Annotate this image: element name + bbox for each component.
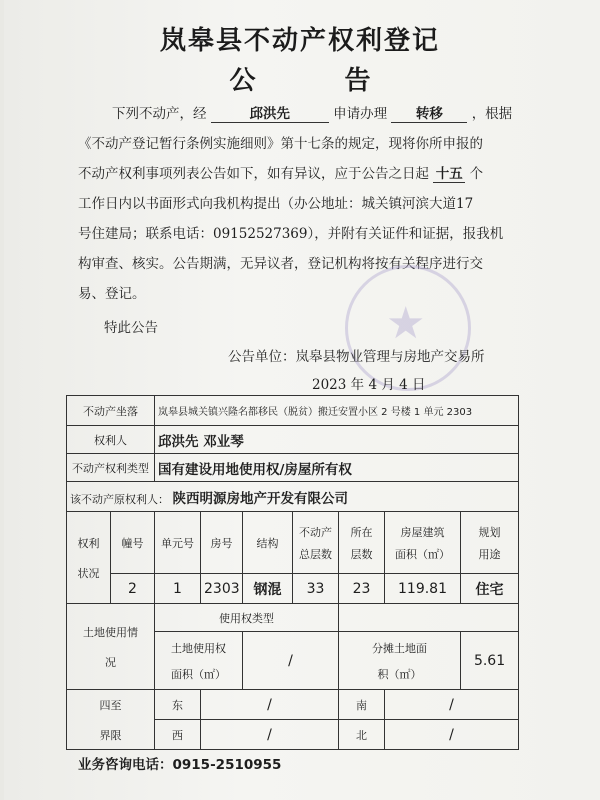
applicant-name: 邱洪先 [211, 102, 329, 123]
value-structure: 钢混 [243, 574, 293, 604]
value-unit: 1 [155, 574, 201, 604]
holder-value: 邱洪先 邓业琴 [155, 426, 519, 454]
business-type: 转移 [391, 102, 467, 123]
paragraph-line-4: 工作日内以书面形式向我机构提出（办公地址：城关镇河滨大道17 [78, 196, 474, 212]
value-building: 2 [111, 574, 155, 604]
east-label: 东 [155, 690, 201, 720]
value-room: 2303 [201, 574, 243, 604]
boundary-label: 四至 界限 [67, 690, 155, 750]
west-label: 西 [155, 720, 201, 750]
paragraph-line-2: 《不动产登记暂行条例实施细则》第十七条的规定，现将你所申报的 [78, 136, 483, 152]
paragraph-line-7: 易、登记。 [78, 286, 146, 302]
header-total-floors: 不动产 总层数 [293, 512, 339, 574]
location-value: 岚皋县城关镇兴隆名都移民（脱贫）搬迁安置小区 2 号楼 1 单元 2303 [155, 396, 519, 426]
issuer-name: 岚皋县物业管理与房地产交易所 [295, 349, 485, 365]
paragraph-line-6: 构审查、核实。公告期满，无异议者，登记机构将按有关程序进行交 [78, 256, 483, 272]
consult-phone: 业务咨询电话：0915-2510955 [78, 757, 282, 773]
notice-date: 2023 年 4 月 4 日 [312, 377, 426, 393]
right-status-label: 权利 状况 [67, 512, 111, 604]
paragraph-line-5: 号住建局；联系电话：09152527369），并附有关证件和证据，报我机 [78, 226, 504, 242]
land-area-label: 土地使用权 面积（㎡） [155, 632, 243, 690]
paragraph-line-3: 不动产权利事项列表公告如下，如有异议，应于公告之日起 十五 个 [78, 162, 483, 183]
property-info-table [66, 395, 519, 750]
header-building: 幢号 [111, 512, 155, 574]
south-label: 南 [339, 690, 385, 720]
header-structure: 结构 [243, 512, 293, 574]
north-label: 北 [339, 720, 385, 750]
header-unit: 单元号 [155, 512, 201, 574]
land-use-label: 土地使用情 况 [67, 604, 155, 690]
issuer-line: 公告单位：岚皋县物业管理与房地产交易所 [228, 349, 485, 365]
west-value: / [201, 720, 339, 750]
right-type-label: 不动产权利类型 [67, 454, 155, 482]
notice-subtitle: 公 告 [229, 66, 411, 96]
shared-area-label: 分摊土地面 积（㎡） [339, 632, 461, 690]
right-type-value: 国有建设用地使用权/房屋所有权 [155, 454, 519, 482]
south-value: / [385, 690, 519, 720]
holder-label: 权利人 [67, 426, 155, 454]
east-value: / [201, 690, 339, 720]
header-building-area: 房屋建筑 面积（㎡） [385, 512, 461, 574]
north-value: / [385, 720, 519, 750]
seal-star-icon: ★ [386, 298, 426, 349]
value-building-area: 119.81 [385, 574, 461, 604]
header-planned-use: 规划 用途 [461, 512, 519, 574]
value-total-floors: 33 [293, 574, 339, 604]
use-type-label: 使用权类型 [155, 604, 339, 632]
use-type-value [339, 604, 519, 632]
location-label: 不动产坐落 [67, 396, 155, 426]
value-planned-use: 住宅 [461, 574, 519, 604]
notice-title: 岚皋县不动产权利登记 [159, 26, 440, 56]
special-notice: 特此公告 [104, 320, 158, 336]
land-area-value: / [243, 632, 339, 690]
header-floor: 所在 层数 [339, 512, 385, 574]
header-room: 房号 [201, 512, 243, 574]
paragraph-line-1: 下列不动产，经 邱洪先 申请办理 转移 ，根据 [112, 102, 512, 123]
original-holder-row: 该不动产原权利人： 陕西明源房地产开发有限公司 [67, 482, 519, 512]
value-floor: 23 [339, 574, 385, 604]
shared-area-value: 5.61 [461, 632, 519, 690]
objection-days: 十五 [433, 162, 465, 183]
original-holder-value: 陕西明源房地产开发有限公司 [172, 490, 348, 507]
